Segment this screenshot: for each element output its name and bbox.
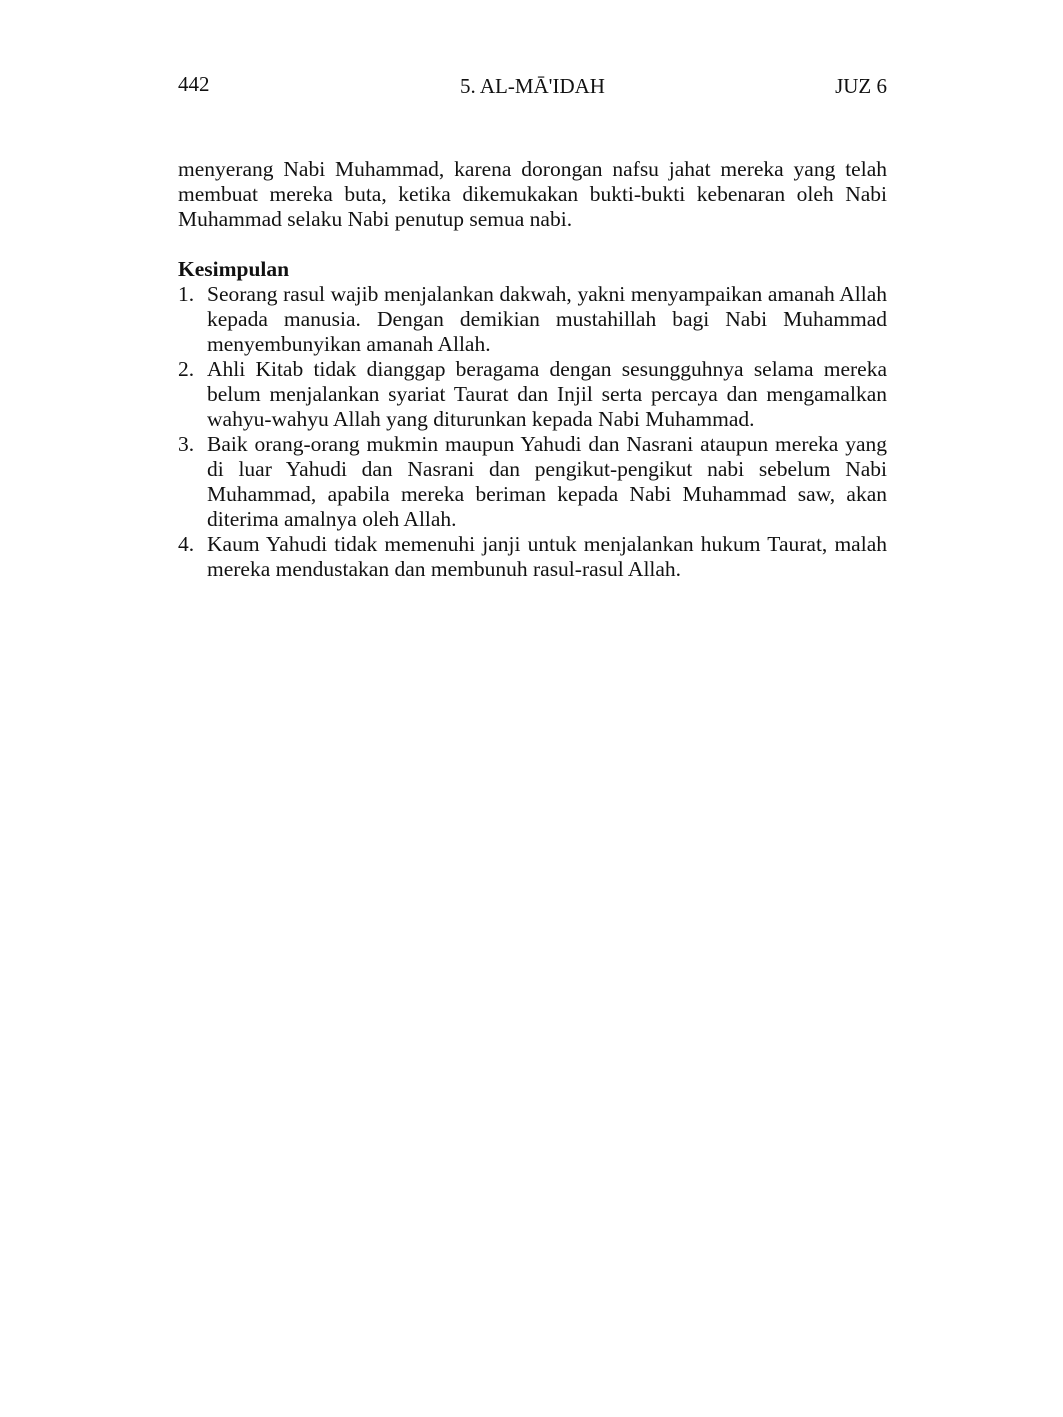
conclusion-list — [178, 282, 887, 582]
list-item — [178, 432, 887, 532]
intro-paragraph: menyerang Nabi Muhammad, karena dorongan nafsu jahat mereka yang telah membuat mereka buta, ketika dikemukakan bukti-bukti kebenaran oleh Nabi Muhammad selaku Nabi penutup semua nabi. — [178, 157, 887, 231]
list-item — [178, 357, 887, 432]
chapter-title: 5. AL-MĀ'IDAH — [460, 74, 605, 98]
list-item-number: 4. — [178, 532, 195, 556]
list-item-text: Kaum Yahudi tidak memenuhi janji untuk menjalankan hukum Taurat, malah mereka mendustakan dan membunuh rasul-rasul Allah. — [207, 532, 887, 581]
page-body — [178, 157, 887, 582]
list-item-number: 2. — [178, 357, 195, 381]
list-item-text: Baik orang-orang mukmin maupun Yahudi dan Nasrani ataupun mereka yang di luar Yahudi dan Nasrani dan pengikut-pengikut nabi sebelum Nabi Muhammad, apabila mereka beriman kepada Nabi Muhammad saw, akan diterima amalnya oleh Allah. — [207, 432, 887, 531]
list-item-text: Ahli Kitab tidak dianggap beragama dengan sesungguhnya selama mereka belum menjalankan syariat Taurat dan Injil serta percaya dan mengamalkan wahyu-wahyu Allah yang diturunkan kepada Nabi Muhammad. — [207, 357, 887, 431]
list-item-number: 1. — [178, 282, 195, 306]
page-number: 442 — [178, 72, 210, 96]
juz-label: JUZ 6 — [835, 74, 887, 98]
list-item — [178, 282, 887, 357]
conclusion-heading: Kesimpulan — [178, 257, 290, 281]
page-header — [178, 72, 887, 100]
list-item-text: Seorang rasul wajib menjalankan dakwah, yakni menyampaikan amanah Allah kepada manusia. Dengan demikian mustahillah bagi Nabi Muhammad menyembunyikan amanah Allah. — [207, 282, 887, 356]
list-item — [178, 532, 887, 582]
list-item-number: 3. — [178, 432, 195, 456]
